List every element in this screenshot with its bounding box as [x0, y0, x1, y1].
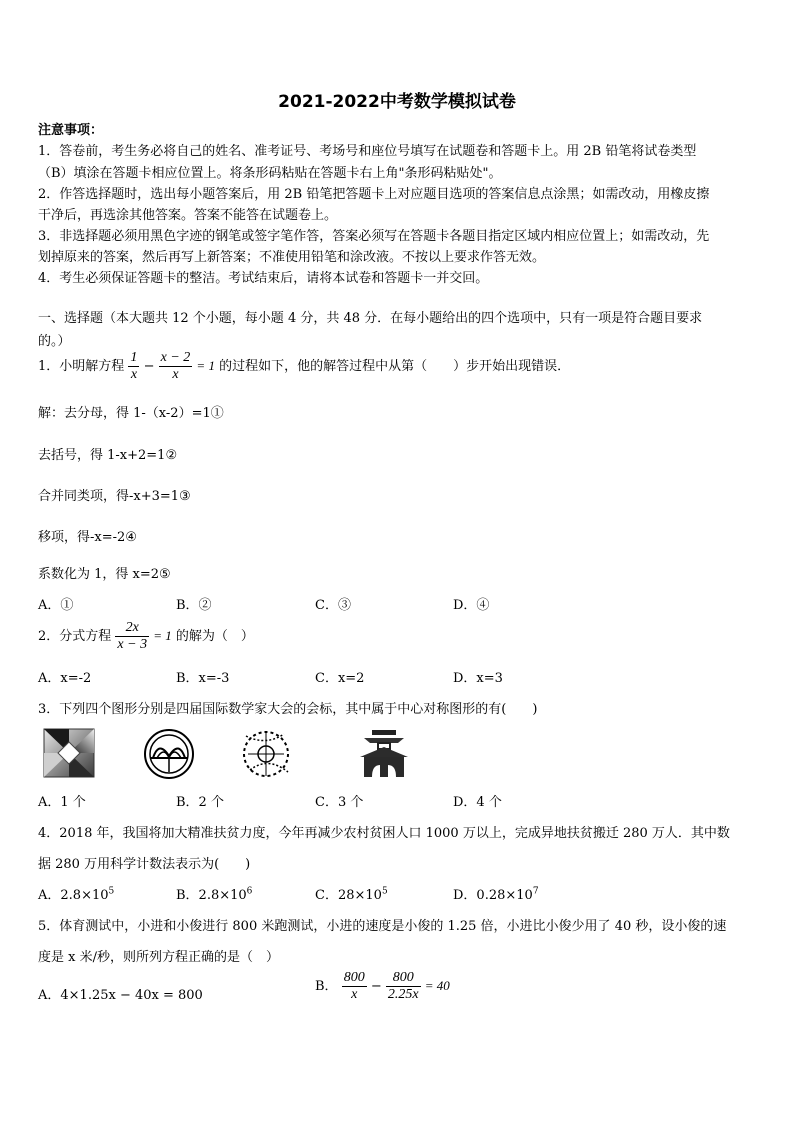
solution-step: 合并同类项，得-x+3=1③ — [38, 489, 191, 504]
option-a — [38, 884, 114, 903]
question-5-stem: 5．体育测试中，小进和小俊进行 800 米跑测试，小进的速度是小俊的 1.25 倍，小进比小俊少用了 40 秒，设小俊的速 — [38, 919, 727, 934]
option-text: D．0.28×10 — [453, 888, 533, 903]
numerator: x − 2 — [160, 350, 191, 365]
operator: − — [143, 359, 155, 374]
question-2-stem — [38, 620, 254, 653]
question-text: 2．分式方程 — [38, 629, 112, 644]
fraction — [115, 620, 149, 653]
fraction — [128, 350, 139, 383]
option-c: C．3 个 — [315, 795, 364, 810]
option-label: B． — [315, 979, 338, 994]
question-3-stem: 3．下列四个图形分别是四届国际数学家大会的会标，其中属于中心对称图形的有( ) — [38, 702, 538, 717]
option-a: A．x=-2 — [38, 671, 92, 686]
notice-line: 3．非选择题必须用黑色字迹的钢笔或签字笔作答，答案必须写在答题卡各题目指定区域内相应位置上；如需改动，先 — [38, 229, 710, 244]
logo-dotted-spiral-icon — [238, 726, 294, 782]
option-a: A．① — [38, 598, 74, 613]
exponent: 5 — [381, 886, 388, 897]
option-c — [315, 884, 388, 903]
option-a: A．1 个 — [38, 795, 86, 810]
option-text: B．2.8×10 — [176, 888, 247, 903]
question-text: 的解为（ ） — [175, 629, 254, 644]
option-d: D．4 个 — [453, 795, 502, 810]
fraction — [159, 350, 193, 383]
exponent: 5 — [108, 886, 115, 897]
option-c: C．③ — [315, 598, 351, 613]
fraction — [342, 970, 367, 1003]
solution-step: 移项，得-x=-2④ — [38, 530, 137, 545]
operator: − — [370, 979, 382, 994]
option-b: B．② — [176, 598, 212, 613]
notice-line: 干净后，再选涂其他答案。答案不能答在试题卷上。 — [38, 208, 338, 223]
question-4-stem-cont: 据 280 万用科学计数法表示为( ) — [38, 857, 251, 872]
numerator: 800 — [343, 970, 365, 985]
option-d: D．x=3 — [453, 671, 503, 686]
option-b — [176, 884, 252, 903]
option-a: A．4×1.25x − 40x = 800 — [38, 988, 203, 1003]
option-b: B．x=-3 — [176, 671, 230, 686]
notice-line: 划掉原来的答案，然后再写上新答案；不准使用铅笔和涂改液。不按以上要求作答无效。 — [38, 250, 546, 265]
solution-step: 系数化为 1，得 x=2⑤ — [38, 567, 171, 582]
numerator: 2x — [115, 620, 149, 637]
question-1-stem — [38, 350, 570, 383]
fraction — [386, 970, 421, 1003]
question-text: 的过程如下，他的解答过程中从第（ ）步开始出现错误． — [219, 359, 571, 374]
question-text: 1．小明解方程 — [38, 359, 125, 374]
exponent: 6 — [246, 886, 253, 897]
logo-pinwheel-icon — [43, 728, 95, 778]
option-d — [453, 884, 539, 903]
equals: = 1 — [196, 358, 215, 373]
notice-line: 4．考生必须保证答题卡的整洁。考试结束后，请将本试卷和答题卡一并交回。 — [38, 271, 489, 286]
notice-line: 2．作答选择题时，选出每小题答案后，用 2B 铅笔把答题卡上对应题目选项的答案信息点涂黑；如需改动，用橡皮擦 — [38, 187, 710, 202]
option-text: C．28×10 — [315, 888, 382, 903]
notice-line: （B）填涂在答题卡相应位置上。将条形码粘贴在答题卡右上角"条形码粘贴处"。 — [38, 166, 502, 181]
option-b: B．2 个 — [176, 795, 224, 810]
solution-step: 解：去分母，得 1-（x-2）=1① — [38, 406, 224, 421]
option-text: A．2.8×10 — [38, 888, 109, 903]
numerator: 800 — [386, 970, 421, 987]
logo-circle-arches-icon — [143, 728, 195, 780]
denominator: 2.25x — [387, 987, 419, 1002]
denominator: x − 3 — [117, 637, 148, 652]
logo-pagoda-icon — [358, 729, 410, 779]
equals: = 1 — [153, 628, 172, 643]
question-4-stem: 4．2018 年，我国将加大精准扶贫力度，今年再减少农村贫困人口 1000 万以上，完成异地扶贫搬迁 280 万人．其中数 — [38, 826, 730, 841]
equals: = 40 — [424, 978, 450, 993]
section-heading-cont: 的。） — [38, 334, 71, 349]
notice-line: 1．答卷前，考生务必将自己的姓名、准考证号、考场号和座位号填写在试题卷和答题卡上。用 2B 铅笔将试卷类型 — [38, 144, 697, 159]
denominator: x — [130, 367, 138, 382]
question-5-stem-cont: 度是 x 米/秒，则所列方程正确的是（ ） — [38, 950, 279, 965]
section-heading: 一、选择题（本大题共 12 个小题，每小题 4 分，共 48 分．在每小题给出的四个选项中，只有一项是符合题目要求 — [38, 311, 703, 326]
denominator: x — [351, 987, 358, 1002]
option-c: C．x=2 — [315, 671, 365, 686]
option-b — [315, 970, 450, 1003]
numerator: 1 — [130, 350, 138, 365]
solution-step: 去括号，得 1-x+2=1② — [38, 448, 178, 463]
exponent: 7 — [532, 886, 539, 897]
notice-heading: 注意事项： — [38, 123, 104, 138]
denominator: x — [172, 367, 179, 382]
option-d: D．④ — [453, 598, 490, 613]
page-title: 2021-2022中考数学模拟试卷 — [278, 92, 516, 112]
